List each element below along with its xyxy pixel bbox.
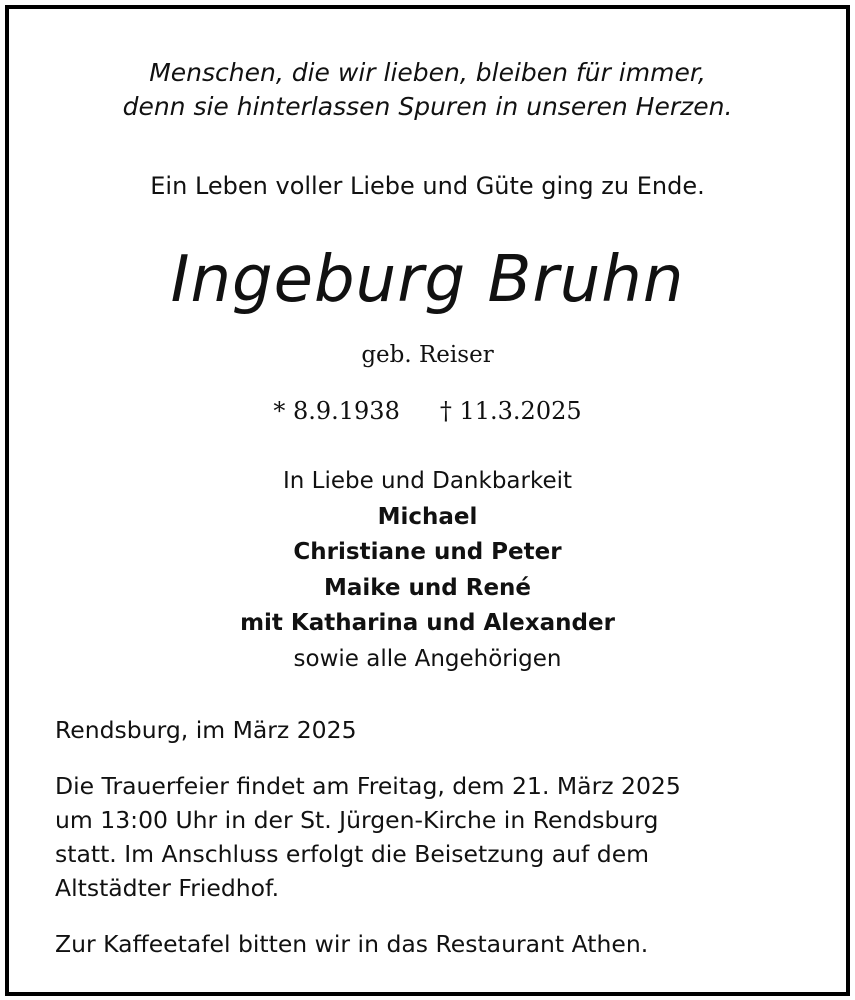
maiden-name: geb. Reiser	[361, 342, 494, 368]
death-date: † 11.3.2025	[439, 397, 582, 425]
mourners-intro: In Liebe und Dankbarkeit	[282, 468, 573, 494]
motto-quote	[9, 56, 846, 124]
mourner-name: Maike und René	[323, 574, 532, 601]
service-info	[55, 769, 807, 905]
service-line-2: um 13:00 Uhr in der St. Jürgen-Kirche in Rendsburg	[55, 806, 659, 834]
mourner-name: Christiane und Peter	[293, 539, 562, 565]
birth-date: * 8.9.1938	[273, 397, 400, 425]
service-line-4: Altstädter Friedhof.	[55, 874, 280, 902]
place-date: Rendsburg, im März 2025	[55, 716, 357, 744]
service-line-3: statt. Im Anschluss erfolgt die Beisetzung auf dem	[55, 840, 650, 868]
service-line-1: Die Trauerfeier findet am Freitag, dem 21. März 2025	[55, 772, 681, 800]
motto-line-2: denn sie hinterlassen Spuren in unseren Herzen.	[122, 92, 733, 121]
mourner-name: Michael	[377, 503, 478, 530]
mourner-name: mit Katharina und Alexander	[240, 610, 615, 636]
intro-text: Ein Leben voller Liebe und Güte ging zu Ende.	[150, 172, 705, 200]
mourners-block	[9, 464, 846, 677]
obituary-notice	[5, 5, 850, 996]
coffee-invitation: Zur Kaffeetafel bitten wir in das Restaurant Athen.	[55, 930, 649, 958]
mourners-closing: sowie alle Angehörigen	[293, 645, 562, 672]
life-dates	[9, 395, 846, 427]
deceased-name: Ingeburg Bruhn	[170, 243, 685, 317]
motto-line-1: Menschen, die wir lieben, bleiben für immer,	[149, 58, 706, 87]
